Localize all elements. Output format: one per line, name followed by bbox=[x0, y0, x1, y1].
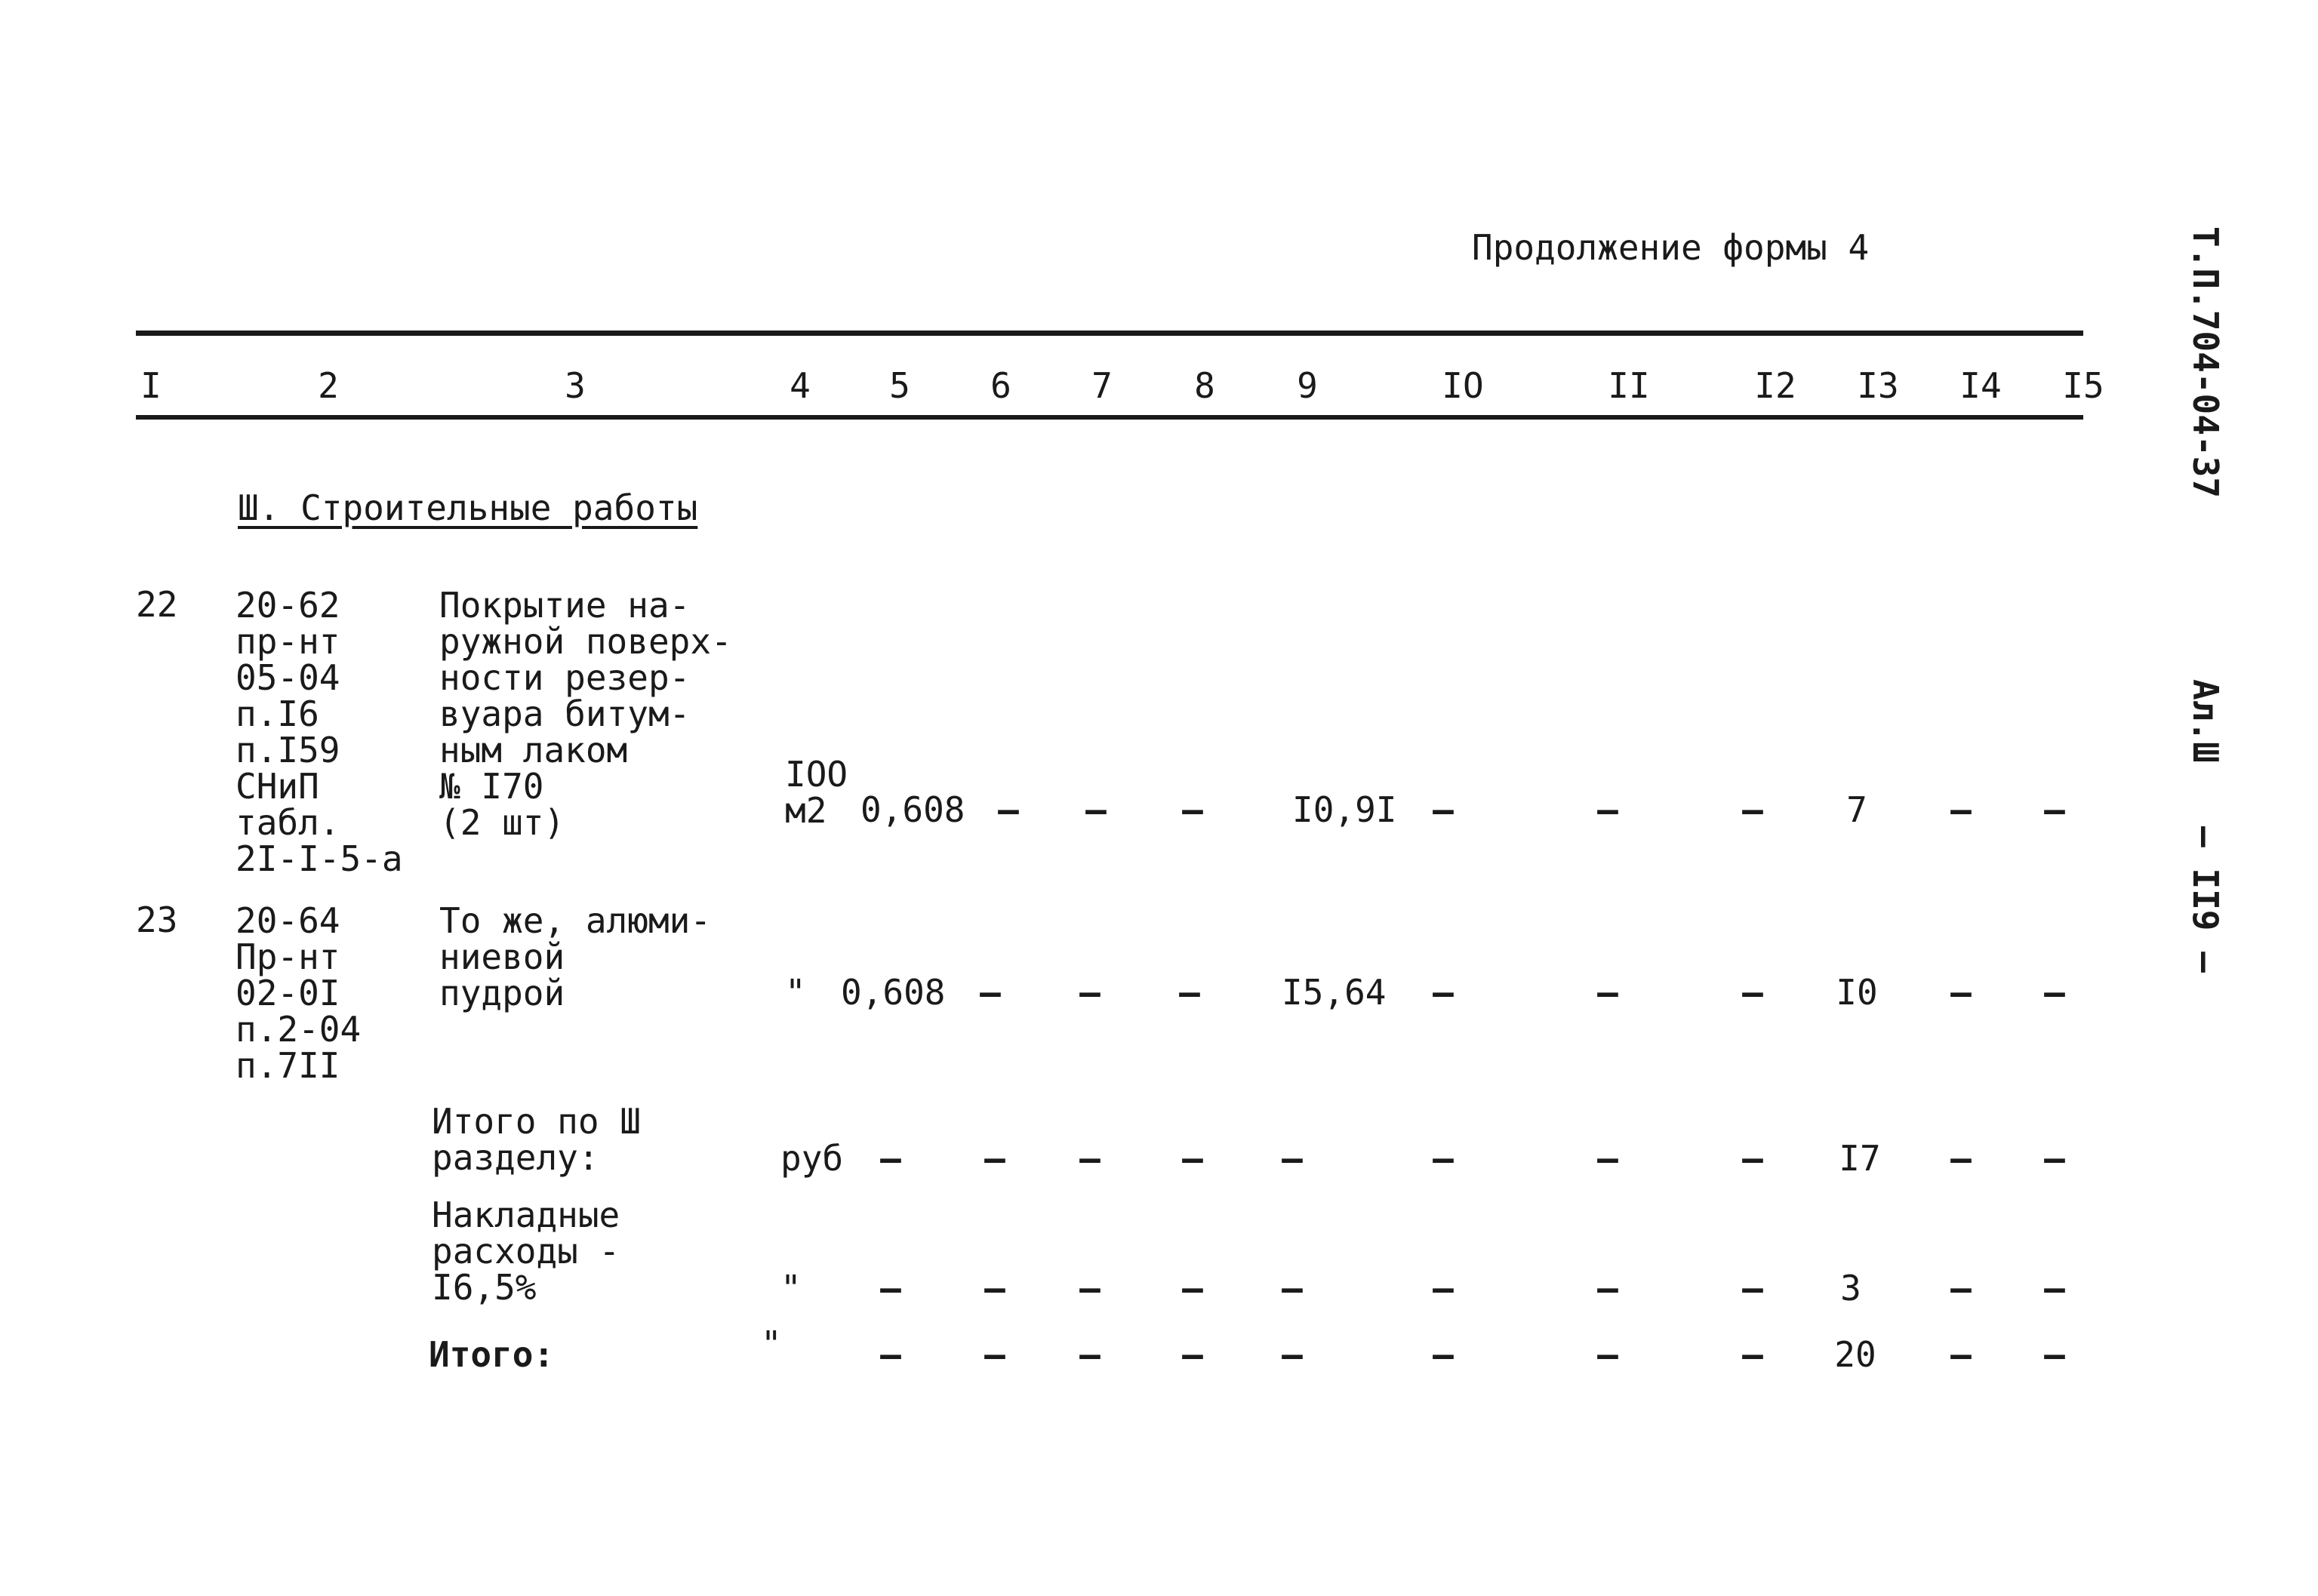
cell-col6: – bbox=[980, 972, 1001, 1013]
cell-col7: – bbox=[1079, 972, 1101, 1013]
col-header-9: 9 bbox=[1297, 365, 1318, 406]
col-header-7: 7 bbox=[1091, 365, 1113, 406]
form-continuation-title: Продолжение формы 4 bbox=[1472, 227, 1870, 268]
norm-reference: 20-62 пр-нт 05-04 п.I6 п.I59 СНиП табл. 2I-I-5-а bbox=[235, 585, 403, 879]
row-number: 23 bbox=[136, 899, 178, 940]
page-number: — II9 — bbox=[2185, 826, 2226, 973]
cell-col14: – bbox=[1950, 1268, 1972, 1308]
header-top-rule bbox=[136, 331, 2083, 336]
cell-col13: 3 bbox=[1840, 1268, 1861, 1308]
col-header-4: 4 bbox=[790, 365, 811, 406]
work-description: Покрытие на- ружной поверх- ности резер- вуара битум- ным лаком № I70 (2 шт) bbox=[439, 585, 732, 843]
cell-col7: – bbox=[1079, 1334, 1101, 1375]
cell-col13: I0 bbox=[1836, 972, 1878, 1013]
cell-col9: – bbox=[1282, 1334, 1303, 1375]
col-header-8: 8 bbox=[1194, 365, 1215, 406]
unit: " bbox=[780, 1268, 802, 1308]
cell-col14: – bbox=[1950, 1334, 1972, 1375]
cell-col8: – bbox=[1182, 1268, 1203, 1308]
col-header-5: 5 bbox=[889, 365, 910, 406]
cell-col14: – bbox=[1950, 789, 1972, 830]
album-label: Ал.Ш bbox=[2185, 679, 2226, 763]
cell-col10: – bbox=[1433, 1334, 1454, 1375]
cell-col7: – bbox=[1079, 1138, 1101, 1179]
col-header-1: I bbox=[140, 365, 162, 406]
cell-col8: – bbox=[1182, 1334, 1203, 1375]
overhead-label: Накладные расходы - I6,5% bbox=[432, 1195, 620, 1308]
cell-col6: – bbox=[998, 789, 1019, 830]
cell-col9: – bbox=[1282, 1138, 1303, 1179]
section-title: Ш. Строительные работы bbox=[238, 487, 698, 528]
unit: " bbox=[785, 972, 806, 1013]
cell-col10: – bbox=[1433, 1138, 1454, 1179]
cell-col8: – bbox=[1182, 1138, 1203, 1179]
cell-col12: – bbox=[1742, 789, 1763, 830]
cell-col14: – bbox=[1950, 1138, 1972, 1179]
cell-col7: – bbox=[1079, 1268, 1101, 1308]
cell-col11: – bbox=[1597, 1138, 1618, 1179]
cell-col10: – bbox=[1433, 789, 1454, 830]
col-header-6: 6 bbox=[990, 365, 1011, 406]
cell-col12: – bbox=[1742, 1138, 1763, 1179]
cell-col15: – bbox=[2044, 1138, 2065, 1179]
cell-col7: – bbox=[1085, 789, 1107, 830]
cell-col6: – bbox=[984, 1268, 1005, 1308]
total-label: Итого: bbox=[429, 1334, 555, 1375]
col-header-12: I2 bbox=[1754, 365, 1796, 406]
cell-col12: – bbox=[1742, 1334, 1763, 1375]
cell-col9: I0,9I bbox=[1292, 789, 1397, 830]
cell-col9: – bbox=[1282, 1268, 1303, 1308]
cell-col5: – bbox=[880, 1268, 901, 1308]
unit: руб bbox=[780, 1138, 844, 1179]
cell-col15: – bbox=[2044, 789, 2065, 830]
cell-col11: – bbox=[1597, 1334, 1618, 1375]
cell-col12: – bbox=[1742, 972, 1763, 1013]
cell-col15: – bbox=[2044, 972, 2065, 1013]
cell-col13: 20 bbox=[1834, 1334, 1876, 1375]
unit: " bbox=[761, 1324, 782, 1364]
subtotal-label: Итого по Ш разделу: bbox=[432, 1101, 641, 1178]
cell-col13: I7 bbox=[1839, 1138, 1881, 1179]
cell-col10: – bbox=[1433, 1268, 1454, 1308]
col-header-13: I3 bbox=[1857, 365, 1899, 406]
work-description: То же, алюми- ниевой пудрой bbox=[439, 900, 712, 1013]
cell-col5: – bbox=[880, 1138, 901, 1179]
cell-col8: – bbox=[1179, 972, 1200, 1013]
col-header-2: 2 bbox=[318, 365, 339, 406]
cell-col10: – bbox=[1433, 972, 1454, 1013]
quantity: 0,608 bbox=[860, 789, 965, 830]
row-number: 22 bbox=[136, 584, 178, 625]
header-bottom-rule bbox=[136, 415, 2083, 420]
col-header-15: I5 bbox=[2062, 365, 2104, 406]
cell-col13: 7 bbox=[1846, 789, 1867, 830]
col-header-3: 3 bbox=[565, 365, 586, 406]
quantity: 0,608 bbox=[841, 972, 946, 1013]
cell-col6: – bbox=[984, 1138, 1005, 1179]
col-header-10: IO bbox=[1442, 365, 1484, 406]
cell-col6: – bbox=[984, 1334, 1005, 1375]
cell-col11: – bbox=[1597, 972, 1618, 1013]
cell-col9: I5,64 bbox=[1282, 972, 1387, 1013]
col-header-11: II bbox=[1608, 365, 1650, 406]
cell-col12: – bbox=[1742, 1268, 1763, 1308]
unit: IOO м2 bbox=[785, 754, 848, 831]
norm-reference: 20-64 Пр-нт 02-0I п.2-04 п.7II bbox=[235, 900, 362, 1086]
cell-col11: – bbox=[1597, 789, 1618, 830]
cell-col8: – bbox=[1182, 789, 1203, 830]
cell-col15: – bbox=[2044, 1334, 2065, 1375]
cell-col5: – bbox=[880, 1334, 901, 1375]
cell-col14: – bbox=[1950, 972, 1972, 1013]
document-code: Т.П.704-04-37 bbox=[2185, 226, 2226, 499]
col-header-14: I4 bbox=[1959, 365, 2002, 406]
cell-col15: – bbox=[2044, 1268, 2065, 1308]
cell-col11: – bbox=[1597, 1268, 1618, 1308]
